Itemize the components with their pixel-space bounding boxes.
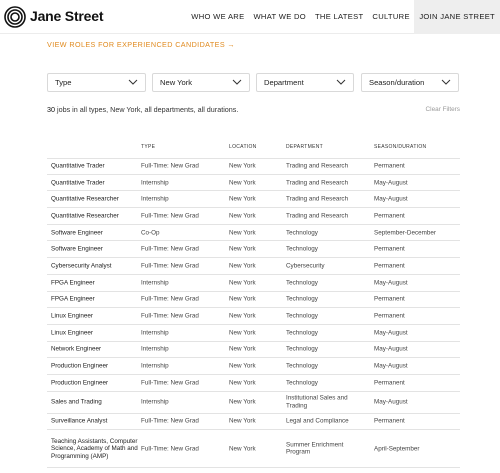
job-location: New York: [229, 162, 256, 170]
job-location: New York: [229, 262, 256, 270]
table-row[interactable]: [47, 208, 460, 225]
table-row[interactable]: [47, 308, 460, 325]
table-row[interactable]: [47, 175, 460, 192]
clear-filters-link[interactable]: Clear Filters: [425, 106, 460, 113]
job-location: New York: [229, 398, 256, 406]
season-filter-select[interactable]: [361, 73, 459, 92]
job-season: Permanent: [374, 162, 405, 170]
job-type: Full-Time: New Grad: [141, 162, 199, 170]
job-type: Co-Op: [141, 228, 160, 236]
job-department: Trading and Research: [286, 162, 349, 170]
job-type: Internship: [141, 345, 169, 353]
job-location: New York: [229, 295, 256, 303]
job-department: Legal and Compliance: [286, 417, 349, 425]
job-title[interactable]: Production Engineer: [51, 362, 109, 370]
job-season: May-August: [374, 195, 408, 203]
job-season: Permanent: [374, 212, 405, 220]
column-location[interactable]: LOCATION: [229, 144, 257, 150]
job-title[interactable]: Linux Engineer: [51, 328, 94, 336]
job-type: Full-Time: New Grad: [141, 379, 199, 387]
job-season: Permanent: [374, 417, 405, 425]
job-location: New York: [229, 328, 256, 336]
job-title[interactable]: Production Engineer: [51, 379, 109, 387]
job-season: Permanent: [374, 245, 405, 253]
job-season: April-September: [374, 445, 420, 453]
table-row[interactable]: [47, 430, 460, 468]
job-department: Technology: [286, 295, 318, 303]
job-type: Full-Time: New Grad: [141, 212, 199, 220]
job-season: May-August: [374, 178, 408, 186]
job-title[interactable]: Network Engineer: [51, 345, 102, 353]
table-row[interactable]: [47, 258, 460, 275]
column-department[interactable]: DEPARTMENT: [286, 144, 323, 150]
job-type: Internship: [141, 328, 169, 336]
job-title[interactable]: Linux Engineer: [51, 312, 94, 320]
job-location: New York: [229, 312, 256, 320]
job-department: Technology: [286, 328, 318, 336]
job-type: Internship: [141, 398, 169, 406]
job-season: May-August: [374, 345, 408, 353]
table-row[interactable]: [47, 158, 460, 175]
table-row[interactable]: [47, 275, 460, 292]
job-department: Technology: [286, 362, 318, 370]
job-title[interactable]: Software Engineer: [51, 228, 103, 236]
job-location: New York: [229, 178, 256, 186]
job-type: Full-Time: New Grad: [141, 312, 199, 320]
job-location: New York: [229, 195, 256, 203]
table-row[interactable]: [47, 325, 460, 342]
job-location: New York: [229, 417, 256, 425]
table-row[interactable]: [47, 241, 460, 258]
job-season: September-December: [374, 228, 436, 236]
job-title[interactable]: FPGA Engineer: [51, 278, 95, 286]
job-department: Institutional Sales and Trading: [286, 394, 348, 410]
department-filter-select[interactable]: [256, 73, 354, 92]
job-location: New York: [229, 212, 256, 220]
type-filter-select[interactable]: [47, 73, 146, 92]
job-season: May-August: [374, 398, 408, 406]
job-department: Cybersecurity: [286, 262, 325, 270]
job-location: New York: [229, 445, 256, 453]
chevron-down-icon: [441, 78, 451, 86]
jane-street-logo-icon[interactable]: [4, 6, 26, 28]
job-department: Technology: [286, 278, 318, 286]
job-location: New York: [229, 228, 256, 236]
job-season: May-August: [374, 278, 408, 286]
type-filter-label: Type: [55, 78, 72, 87]
nav-what-we-do[interactable]: WHAT WE DO: [253, 12, 306, 21]
season-filter-label: Season/duration: [369, 78, 425, 87]
job-title[interactable]: Sales and Trading: [51, 398, 102, 406]
location-filter-label: New York: [160, 78, 193, 87]
job-location: New York: [229, 345, 256, 353]
job-department: Trading and Research: [286, 212, 349, 220]
chevron-down-icon: [128, 78, 138, 86]
results-summary-text: jobs in all types, New York, all departments, all durations.: [55, 105, 239, 114]
chevron-down-icon: [232, 78, 242, 86]
chevron-down-icon: [336, 78, 346, 86]
job-location: New York: [229, 245, 256, 253]
table-row[interactable]: [47, 414, 460, 431]
job-type: Internship: [141, 278, 169, 286]
experienced-candidates-link[interactable]: VIEW ROLES FOR EXPERIENCED CANDIDATES →: [47, 40, 235, 49]
column-type[interactable]: TYPE: [141, 144, 156, 150]
job-type: Internship: [141, 362, 169, 370]
job-department: Technology: [286, 312, 318, 320]
job-location: New York: [229, 362, 256, 370]
table-row[interactable]: [47, 191, 460, 208]
nav-the-latest[interactable]: THE LATEST: [314, 12, 364, 21]
job-location: New York: [229, 278, 256, 286]
table-row[interactable]: [47, 225, 460, 242]
job-title[interactable]: FPGA Engineer: [51, 295, 95, 303]
job-title[interactable]: Quantitative Researcher: [51, 195, 119, 203]
job-title[interactable]: Teaching Assistants, Computer Science, Academy of Math and Programming (AMP): [51, 437, 138, 460]
results-count: 30: [47, 105, 55, 114]
column-season[interactable]: SEASON/DURATION: [374, 144, 427, 150]
jobs-table: [47, 158, 460, 468]
job-type: Full-Time: New Grad: [141, 295, 199, 303]
table-header: [47, 144, 460, 152]
job-season: Permanent: [374, 262, 405, 270]
job-location: New York: [229, 379, 256, 387]
job-type: Full-Time: New Grad: [141, 245, 199, 253]
job-season: Permanent: [374, 312, 405, 320]
job-department: Technology: [286, 379, 318, 387]
table-row[interactable]: [47, 358, 460, 375]
table-row[interactable]: [47, 292, 460, 309]
job-department: Trading and Research: [286, 195, 349, 203]
job-department: Technology: [286, 245, 318, 253]
job-title[interactable]: Surveillance Analyst: [51, 417, 108, 425]
nav-who-we-are[interactable]: WHO WE ARE: [191, 12, 245, 21]
job-type: Internship: [141, 178, 169, 186]
table-row[interactable]: [47, 375, 460, 392]
job-title[interactable]: Quantitative Researcher: [51, 212, 119, 220]
job-department: Trading and Research: [286, 178, 349, 186]
table-row[interactable]: [47, 342, 460, 359]
job-season: May-August: [374, 328, 408, 336]
nav-join-jane-street[interactable]: JOIN JANE STREET: [414, 0, 500, 34]
table-row[interactable]: [47, 392, 460, 414]
job-season: Permanent: [374, 379, 405, 387]
job-season: May-August: [374, 362, 408, 370]
department-filter-label: Department: [264, 78, 304, 87]
job-type: Full-Time: New Grad: [141, 262, 199, 270]
job-type: Internship: [141, 195, 169, 203]
job-season: Permanent: [374, 295, 405, 303]
main-nav: [187, 0, 500, 34]
logo-text[interactable]: Jane Street: [30, 8, 104, 24]
job-title[interactable]: Quantitative Trader: [51, 162, 105, 170]
job-title[interactable]: Software Engineer: [51, 245, 103, 253]
job-type: Full-Time: New Grad: [141, 417, 199, 425]
location-filter-select[interactable]: [152, 73, 250, 92]
results-summary: [47, 105, 238, 114]
job-title[interactable]: Cybersecurity Analyst: [51, 262, 112, 270]
job-type: Full-Time: New Grad: [141, 445, 199, 453]
job-department: Technology: [286, 228, 318, 236]
site-header: [0, 0, 500, 34]
nav-culture[interactable]: CULTURE: [372, 12, 410, 21]
job-department: Technology: [286, 345, 318, 353]
job-title[interactable]: Quantitative Trader: [51, 178, 105, 186]
job-department: Summer Enrichment Program: [286, 441, 344, 456]
